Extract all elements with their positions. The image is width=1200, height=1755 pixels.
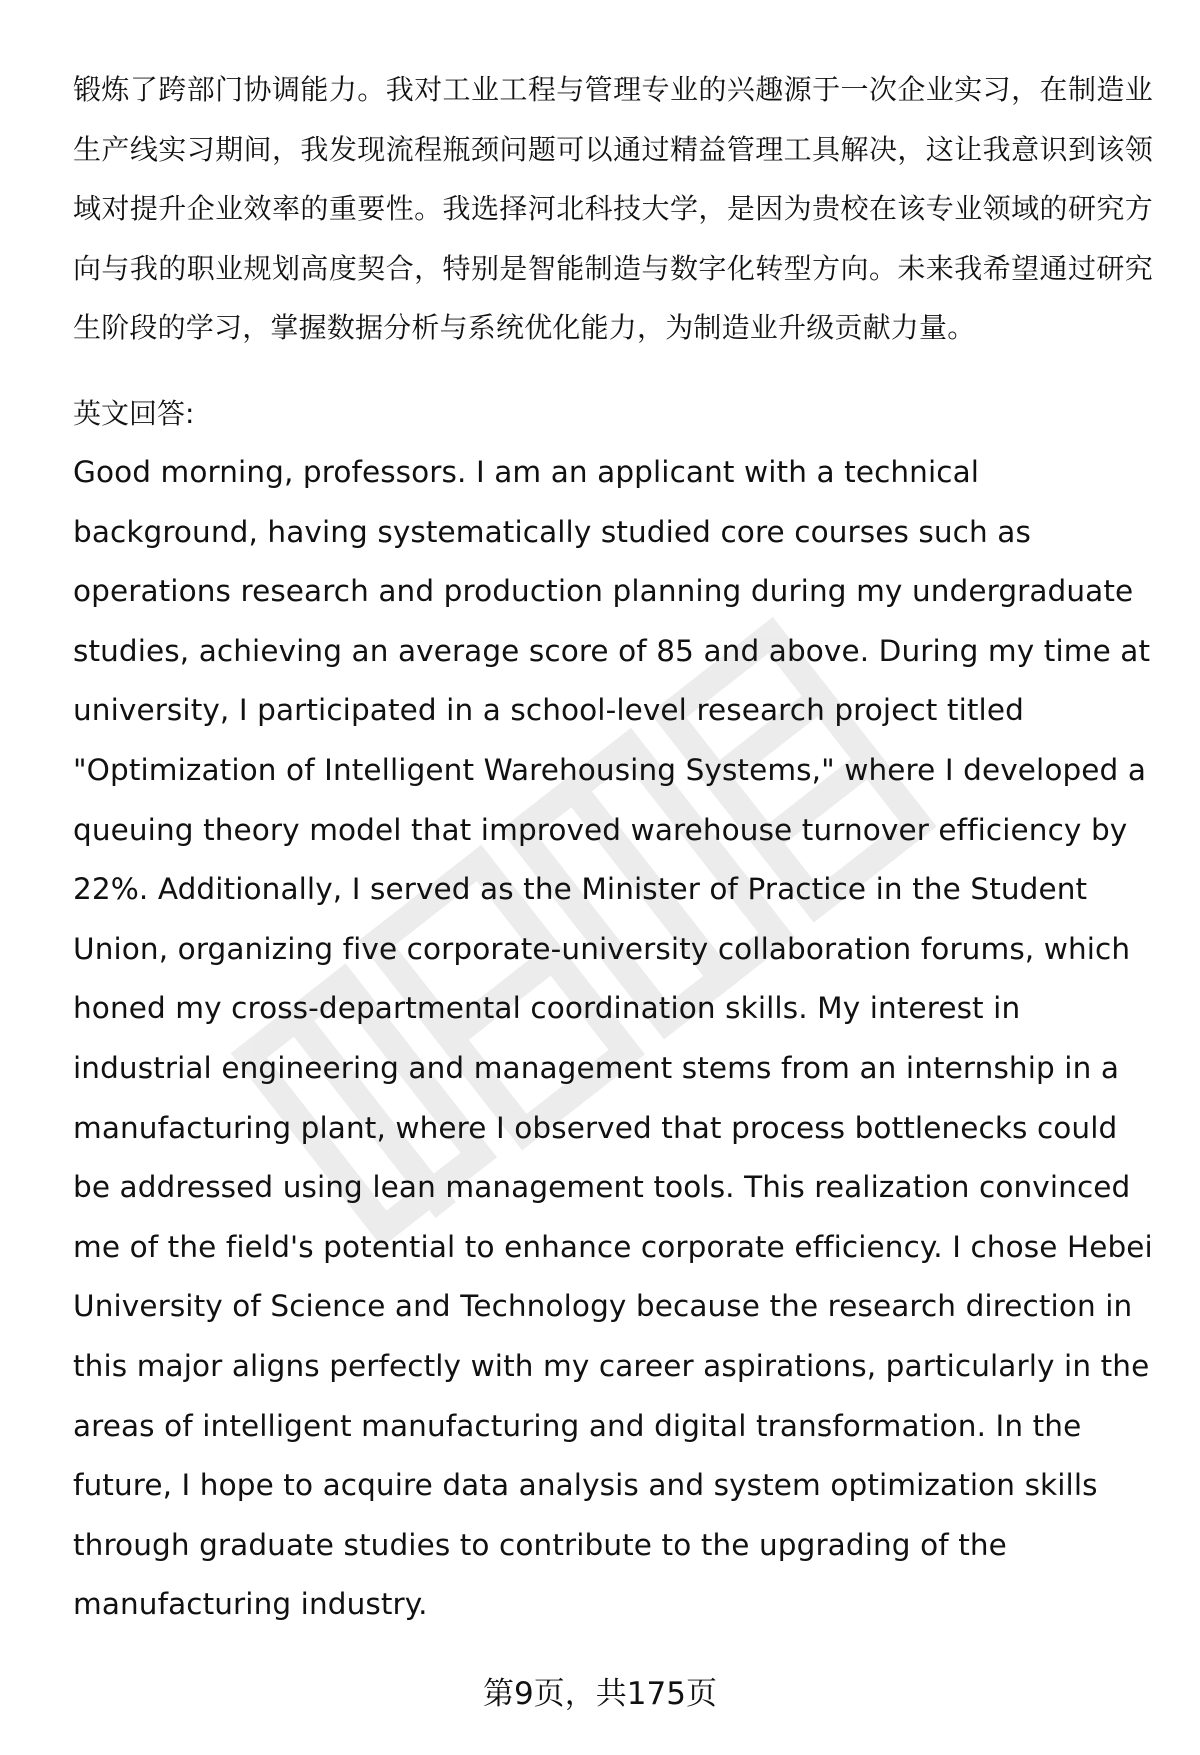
page-number: 第9页，共175页 xyxy=(483,1676,717,1712)
document-body xyxy=(73,60,1153,1635)
english-answer-label: 英文回答: xyxy=(73,396,195,430)
chinese-paragraph: 锻炼了跨部门协调能力。我对工业工程与管理专业的兴趣源于一次企业实习，在制造业生产线实习期间，我发现流程瓶颈问题可以通过精益管理工具解决，这让我意识到该领域对提升企业效率的重要性。我选择河北科技大学，是因为贵校在该专业领域的研究方向与我的职业规划高度契合，特别是智能制造与数字化转型方向。未来我希望通过研究生阶段的学习，掌握数据分析与系统优化能力，为制造业升级贡献力量。 xyxy=(73,73,1153,344)
english-paragraph: Good morning, professors. I am an applicant with a technical background, having systematically studied core courses such as operations research and production planning during my undergraduate studies, achieving an average score of 85 and above. During my time at university, I participated in a school-level research project titled "Optimization of Intelligent Warehousing Systems," where I developed a queuing theory model that improved warehouse turnover efficiency by 22%. Additionally, I served as the Minister of Practice in the Student Union, organizing five corporate-university collaboration forums, which honed my cross-departmental coordination skills. My interest in industrial engineering and management stems from an internship in a manufacturing plant, where I observed that process bottlenecks could be addressed using lean management tools. This realization convinced me of the field's potential to enhance corporate efficiency. I chose Hebei University of Science and Technology because the research direction in this major aligns perfectly with my career aspirations, particularly in the areas of intelligent manufacturing and digital transformation. In the future, I hope to acquire data analysis and system optimization skills through graduate studies to contribute to the upgrading of the manufacturing industry. xyxy=(73,455,1153,1622)
